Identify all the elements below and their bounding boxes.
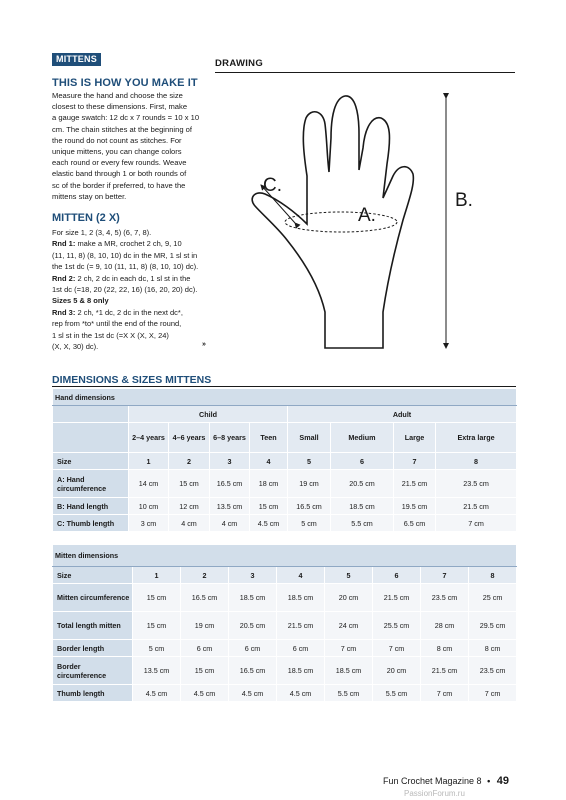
cell: 1 xyxy=(133,567,181,584)
intro-line: elastic band through 1 or both rounds of xyxy=(52,169,187,179)
hand-dimensions-table xyxy=(52,388,517,532)
table-row xyxy=(53,640,517,657)
intro-line: unique mittens, you can change colors xyxy=(52,147,182,157)
cell: 7 cm xyxy=(421,685,469,702)
rnd2-text: 1st dc (=18, 20 (22, 22, 16) (16, 20, 20) dc). xyxy=(52,285,198,295)
cell: 6 xyxy=(331,453,394,470)
continue-arrow-icon: » xyxy=(202,341,206,348)
rnd1-label: Rnd 1: xyxy=(52,239,76,249)
cell: 3 xyxy=(229,567,277,584)
column-header: Teen xyxy=(250,423,288,453)
column-header: Medium xyxy=(331,423,394,453)
intro-line: cm. The chain stitches at the beginning of xyxy=(52,124,193,134)
cell: 4.5 cm xyxy=(229,685,277,702)
cell: 15 cm xyxy=(169,470,210,498)
table-row xyxy=(53,453,517,470)
row-label: Total length mitten xyxy=(53,612,133,640)
cell: 5.5 cm xyxy=(331,515,394,532)
cell: 3 cm xyxy=(129,515,169,532)
cell: 20.5 cm xyxy=(229,612,277,640)
row-label: Size xyxy=(53,453,129,470)
label-b: B. xyxy=(455,190,473,211)
cell: 4.5 cm xyxy=(250,515,288,532)
rnd1-text: the 1st dc (= 9, 10 (11, 11, 8) (8, 10, 10) dc). xyxy=(52,262,199,272)
cell: 21.5 cm xyxy=(421,657,469,685)
rnd3-text: 1 sl st in the 1st dc (=X X (X, X, 24) xyxy=(52,330,169,340)
cell: 29.5 cm xyxy=(469,612,517,640)
cell: 19 cm xyxy=(288,470,331,498)
row-label: B: Hand length xyxy=(53,498,129,515)
how-heading: THIS IS HOW YOU MAKE IT xyxy=(52,77,198,89)
row-label: Mitten circumference xyxy=(53,584,133,612)
page-footer xyxy=(383,775,509,787)
table-row xyxy=(53,657,517,685)
section-badge: MITTENS xyxy=(52,53,101,66)
cell: 16.5 cm xyxy=(229,657,277,685)
cell: 16.5 cm xyxy=(288,498,331,515)
cell: 4 cm xyxy=(210,515,250,532)
intro-line: each round or every few rounds. Weave xyxy=(52,158,187,168)
column-header: 6–8 years xyxy=(210,423,250,453)
cell: 7 cm xyxy=(469,685,517,702)
table-row xyxy=(53,584,517,612)
cell: 23.5 cm xyxy=(421,584,469,612)
cell: 20 cm xyxy=(325,584,373,612)
rnd1-text: make a MR, crochet 2 ch, 9, 10 xyxy=(77,239,182,249)
mitten-heading: MITTEN (2 X) xyxy=(52,212,120,224)
watermark: PassionForum.ru xyxy=(404,789,465,798)
cell: 28 cm xyxy=(421,612,469,640)
cell: 13.5 cm xyxy=(210,498,250,515)
group-adult: Adult xyxy=(288,406,517,423)
cell: 21.5 cm xyxy=(373,584,421,612)
cell: 21.5 cm xyxy=(436,498,517,515)
cell: 1 xyxy=(129,453,169,470)
cell: 7 cm xyxy=(325,640,373,657)
intro-line: a gauge swatch: 12 dc x 7 rounds = 10 x 10 xyxy=(52,113,200,123)
hand-table-caption: Hand dimensions xyxy=(53,389,517,406)
dimensions-heading: DIMENSIONS & SIZES MITTENS xyxy=(52,374,212,386)
cell: 7 xyxy=(394,453,436,470)
cell: 12 cm xyxy=(169,498,210,515)
cell: 2 xyxy=(181,567,229,584)
cell: 15 cm xyxy=(133,612,181,640)
table-row xyxy=(53,567,517,584)
cell: 5 cm xyxy=(133,640,181,657)
intro-paragraph xyxy=(52,90,210,202)
cell: 6 cm xyxy=(181,640,229,657)
cell: 4.5 cm xyxy=(181,685,229,702)
table-row xyxy=(53,612,517,640)
bullet-icon: • xyxy=(487,776,491,786)
dimensions-rule xyxy=(52,386,516,387)
cell: 6 cm xyxy=(277,640,325,657)
hand-outline xyxy=(252,96,413,348)
table-row xyxy=(53,498,517,515)
cell: 4.5 cm xyxy=(277,685,325,702)
cell: 4 cm xyxy=(169,515,210,532)
sizes-note: Sizes 5 & 8 only xyxy=(52,296,109,306)
cell: 18.5 cm xyxy=(331,498,394,515)
cell: 10 cm xyxy=(129,498,169,515)
cell: 8 xyxy=(469,567,517,584)
column-header: 4–6 years xyxy=(169,423,210,453)
size-line: For size 1, 2 (3, 4, 5) (6, 7, 8). xyxy=(52,228,152,237)
cell: 2 xyxy=(169,453,210,470)
rnd3-label: Rnd 3: xyxy=(52,307,76,317)
cell: 18.5 cm xyxy=(229,584,277,612)
column-header: Small xyxy=(288,423,331,453)
row-label: Thumb length xyxy=(53,685,133,702)
cell: 5.5 cm xyxy=(373,685,421,702)
cell: 23.5 cm xyxy=(469,657,517,685)
cell: 20 cm xyxy=(373,657,421,685)
cell: 5 xyxy=(288,453,331,470)
cell: 19.5 cm xyxy=(394,498,436,515)
drawing-heading: DRAWING xyxy=(215,58,264,69)
column-header: Extra large xyxy=(436,423,517,453)
intro-line: Measure the hand and choose the size xyxy=(52,91,183,100)
cell: 14 cm xyxy=(129,470,169,498)
cell: 16.5 cm xyxy=(181,584,229,612)
cell: 3 xyxy=(210,453,250,470)
rnd3-text: rep from *to* until the end of the round, xyxy=(52,319,182,329)
drawing-rule xyxy=(215,72,515,73)
row-label: C: Thumb length xyxy=(53,515,129,532)
cell: 21.5 cm xyxy=(277,612,325,640)
intro-line: closest to these dimensions. First, make xyxy=(52,102,188,112)
rnd2-label: Rnd 2: xyxy=(52,273,76,283)
cell: 4 xyxy=(277,567,325,584)
cell: 15 cm xyxy=(250,498,288,515)
cell: 24 cm xyxy=(325,612,373,640)
cell: 7 cm xyxy=(373,640,421,657)
row-label: A: Hand circumference xyxy=(53,470,129,498)
cell: 15 cm xyxy=(133,584,181,612)
cell: 21.5 cm xyxy=(394,470,436,498)
pattern-instructions xyxy=(52,227,212,352)
cell: 4 xyxy=(250,453,288,470)
cell: 20.5 cm xyxy=(331,470,394,498)
row-label: Border circumference xyxy=(53,657,133,685)
column-header: 2–4 years xyxy=(129,423,169,453)
cell: 7 cm xyxy=(436,515,517,532)
cell: 4.5 cm xyxy=(133,685,181,702)
cell: 5.5 cm xyxy=(325,685,373,702)
rnd2-text: 2 ch, 2 dc in each dc, 1 sl st in the xyxy=(77,273,191,283)
label-a: A. xyxy=(358,205,376,226)
row-label: Size xyxy=(53,567,133,584)
intro-line: sc of the border if preferred, to have the xyxy=(52,180,186,190)
cell: 6.5 cm xyxy=(394,515,436,532)
cell: 7 xyxy=(421,567,469,584)
circumference-line xyxy=(285,212,397,232)
rnd3-text: (X, X, 30) dc). xyxy=(52,342,99,352)
cell: 8 cm xyxy=(421,640,469,657)
label-c: C. xyxy=(263,175,282,196)
mitten-table-caption: Mitten dimensions xyxy=(53,545,517,567)
cell: 6 xyxy=(373,567,421,584)
row-label: Border length xyxy=(53,640,133,657)
cell: 18.5 cm xyxy=(325,657,373,685)
cell: 16.5 cm xyxy=(210,470,250,498)
cell: 8 cm xyxy=(469,640,517,657)
intro-line: mittens stay on better. xyxy=(52,191,127,201)
cell: 15 cm xyxy=(181,657,229,685)
cell: 6 cm xyxy=(229,640,277,657)
cell: 25 cm xyxy=(469,584,517,612)
cell: 18 cm xyxy=(250,470,288,498)
cell: 13.5 cm xyxy=(133,657,181,685)
rnd3-text: 2 ch, *1 dc, 2 dc in the next dc*, xyxy=(77,307,183,317)
group-child: Child xyxy=(129,406,288,423)
cell: 19 cm xyxy=(181,612,229,640)
cell: 23.5 cm xyxy=(436,470,517,498)
cell: 18.5 cm xyxy=(277,657,325,685)
cell: 18.5 cm xyxy=(277,584,325,612)
rnd1-text: (11, 11, 8) (8, 10, 10) dc in the MR, 1 sl st in xyxy=(52,250,198,260)
table-row xyxy=(53,470,517,498)
column-header: Large xyxy=(394,423,436,453)
table-row xyxy=(53,515,517,532)
intro-line: the round do not count as stitches. For xyxy=(52,135,182,145)
cell: 5 xyxy=(325,567,373,584)
cell: 25.5 cm xyxy=(373,612,421,640)
cell: 8 xyxy=(436,453,517,470)
mitten-dimensions-table xyxy=(52,544,517,702)
magazine-name: Fun Crochet Magazine 8 xyxy=(383,776,482,786)
page-number: 49 xyxy=(496,775,509,787)
table-row xyxy=(53,685,517,702)
cell: 5 cm xyxy=(288,515,331,532)
